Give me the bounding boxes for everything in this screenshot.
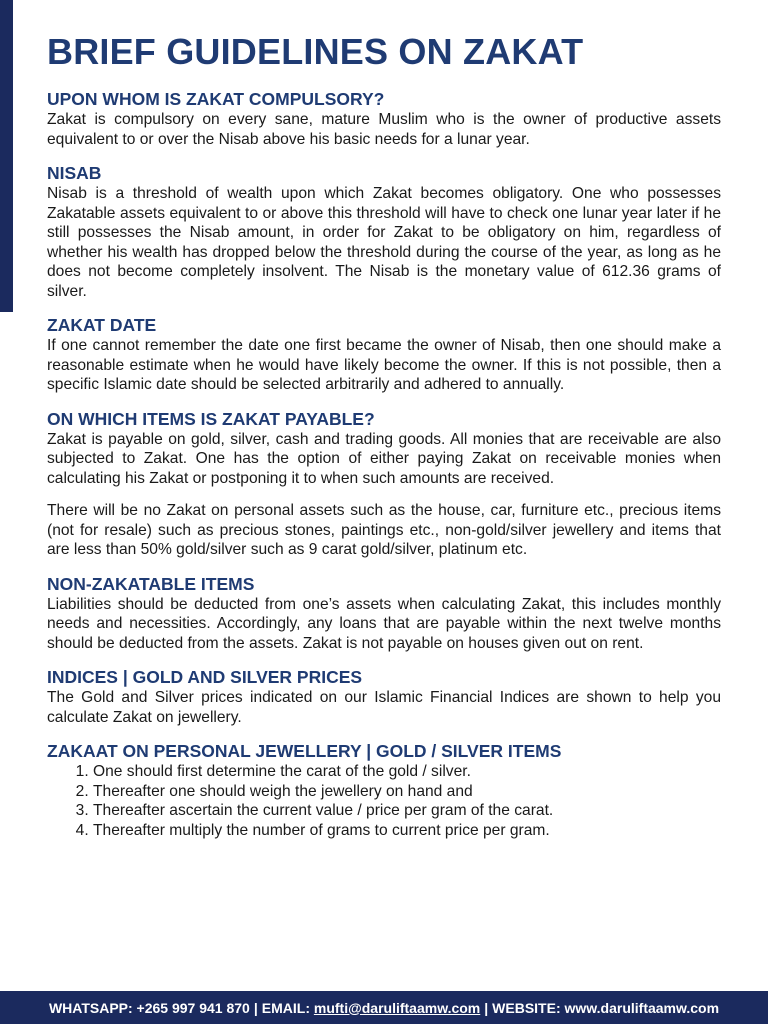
- section-heading: ON WHICH ITEMS IS ZAKAT PAYABLE?: [47, 408, 375, 429]
- section-paragraph: If one cannot remember the date one first became the owner of Nisab, then one should make a reasonable estimate when he would have likely become the owner. If this is not possible, then a specific Islamic date should be selected arbitrarily and adhered to annually.: [47, 337, 721, 393]
- page-title: BRIEF GUIDELINES ON ZAKAT: [47, 31, 584, 72]
- section-paragraph: Nisab is a threshold of wealth upon which Zakat becomes obligatory. One who possesses Zakatable assets equivalent to or above this threshold will have to check one lunar year later if he still possesses the Nisab amount, in order for Zakat to be obligatory on him, regardless of whether his wealth has dropped below the threshold during the course of the year, as long as he does not become completely insolvent. The Nisab is the monetary value of 612.36 grams of silver.: [47, 185, 721, 300]
- whatsapp-contact: WHATSAPP: +265 997 941 870: [48, 999, 250, 1016]
- footer-separator: |: [253, 999, 258, 1016]
- section-compulsory: [47, 88, 721, 149]
- website-contact[interactable]: WEBSITE: www.daruliftaamw.com: [492, 999, 720, 1016]
- section-zakat-date: [47, 314, 721, 395]
- section-heading: UPON WHOM IS ZAKAT COMPULSORY?: [47, 89, 385, 109]
- section-heading: NISAB: [47, 163, 102, 183]
- list-item: 2. Thereafter one should weigh the jewellery on hand and: [93, 782, 721, 802]
- section-paragraph: The Gold and Silver prices indicated on our Islamic Financial Indices are shown to help you calculate Zakat on jewellery.: [47, 689, 721, 726]
- section-jewellery: [47, 740, 721, 840]
- section-nisab: [47, 162, 721, 301]
- email-link[interactable]: mufti@daruliftaamw.com: [313, 999, 481, 1016]
- section-indices: [47, 666, 721, 727]
- list-item: 4. Thereafter multiply the number of grams to current price per gram.: [93, 821, 721, 841]
- jewellery-steps-list: [47, 762, 721, 840]
- email-label: EMAIL:: [261, 999, 310, 1016]
- section-paragraph: Zakat is payable on gold, silver, cash and trading goods. All monies that are receivable are also subjected to Zakat. One has the option of either paying Zakat on receivable monies when calculating his Zakat or postponing it to when such amounts are received.: [47, 430, 721, 487]
- list-item: 1. One should first determine the carat of the gold / silver.: [93, 762, 721, 782]
- section-paragraph: There will be no Zakat on personal assets such as the house, car, furniture etc., precious items (not for resale) such as precious stones, paintings etc., non-gold/silver jewellery and items that are less than 50% gold/silver such as 9 carat gold/silver, platinum etc.: [47, 502, 721, 558]
- left-accent-bar: [0, 0, 13, 312]
- section-heading: INDICES | GOLD AND SILVER PRICES: [47, 667, 363, 687]
- section-non-zakatable: [47, 573, 721, 654]
- section-heading: ZAKAAT ON PERSONAL JEWELLERY | GOLD / SILVER ITEMS: [47, 741, 562, 761]
- footer-separator: |: [484, 999, 489, 1016]
- section-heading: NON-ZAKATABLE ITEMS: [47, 573, 255, 594]
- section-paragraph: Liabilities should be deducted from one’s assets when calculating Zakat, this includes monthly needs and necessities. Accordingly, any loans that are payable within the next twelve months should be deducted from the assets. Zakat is not payable on houses given out on rent.: [47, 595, 721, 652]
- contact-footer: [0, 991, 768, 1024]
- document-body: [47, 30, 721, 840]
- section-payable-items: [47, 408, 721, 560]
- section-heading: ZAKAT DATE: [47, 315, 157, 335]
- section-paragraph: Zakat is compulsory on every sane, mature Muslim who is the owner of productive assets equivalent to or over the Nisab above his basic needs for a lunar year.: [47, 111, 721, 148]
- list-item: 3. Thereafter ascertain the current value / price per gram of the carat.: [93, 801, 721, 821]
